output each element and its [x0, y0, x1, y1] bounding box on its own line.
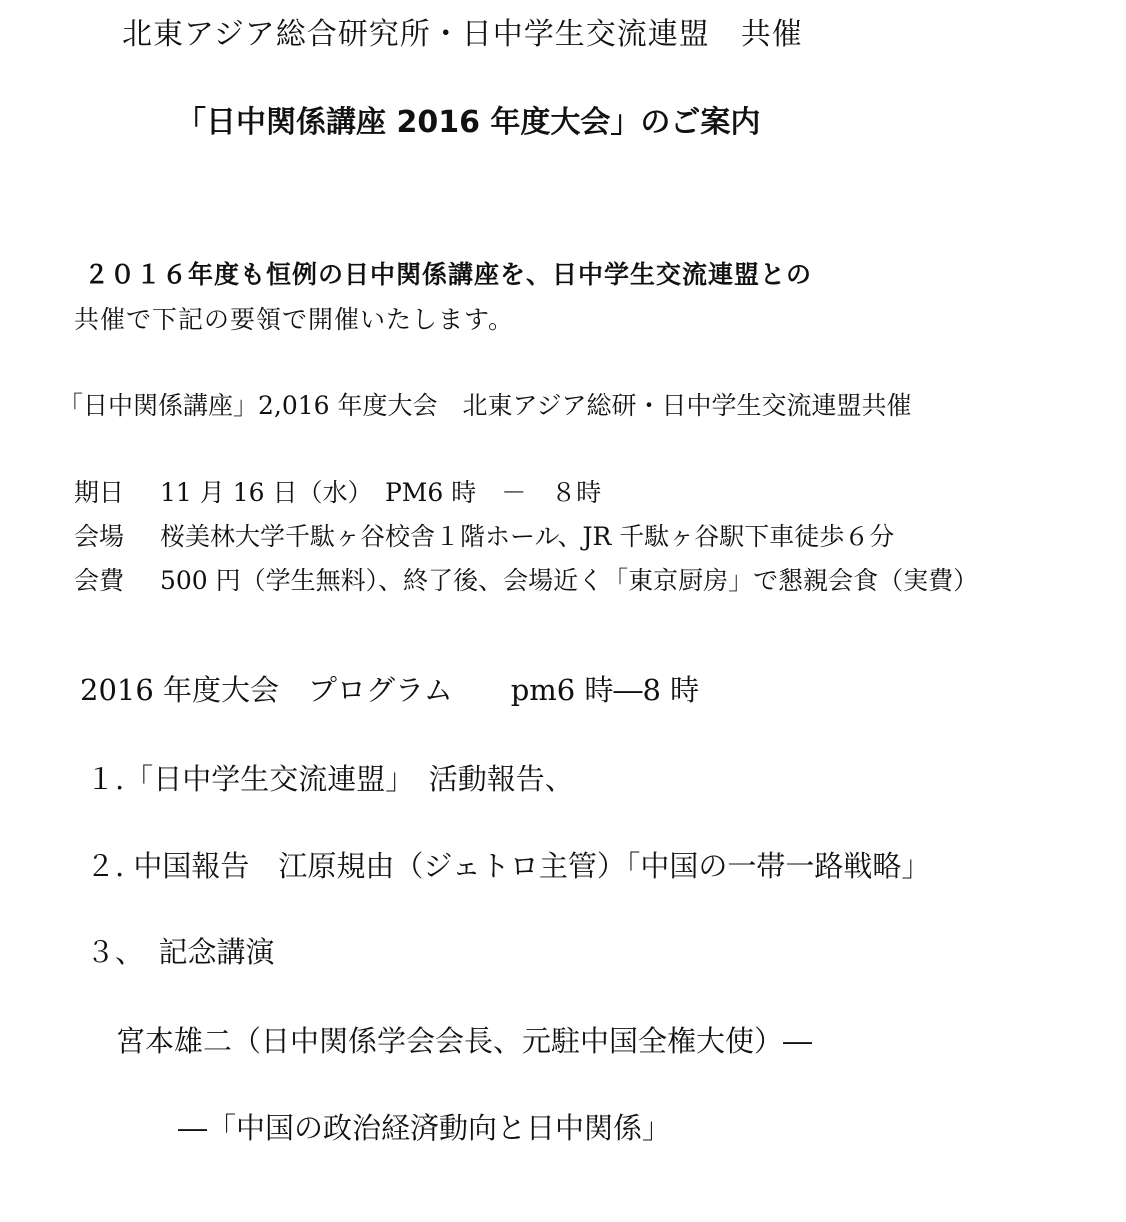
detail-fee-value: 500 円（学生無料）、終了後、会場近く「東京厨房」で懇親会食（実費） — [160, 566, 979, 595]
detail-fee-row — [74, 568, 978, 593]
program-heading: 2016 年度大会 プログラム pm6 時―8 時 — [80, 673, 700, 707]
program-speaker: 宮本雄二（日中関係学会会長、元駐中国全権大使）― — [116, 1024, 813, 1058]
program-lecture-title: ―「中国の政治経済動向と日中関係」 — [178, 1111, 672, 1145]
program-item-3: ３、 記念講演 — [86, 935, 275, 969]
document-title: 「日中関係講座 2016 年度大会」のご案内 — [176, 105, 761, 140]
detail-date-label: 期日 — [74, 478, 125, 507]
program-item-1: １.「日中学生交流連盟」 活動報告、 — [86, 762, 574, 796]
intro-line-2: 共催で下記の要領で開催いたします。 — [74, 305, 515, 334]
program-item-2: ２. 中国報告 江原規由（ジェトロ主管）「中国の一帯一路戦略」 — [86, 849, 931, 883]
detail-date-row — [74, 480, 601, 505]
intro-line-1: ２０１６年度も恒例の日中関係講座を、日中学生交流連盟との — [84, 260, 813, 289]
organizer-header: 北東アジア総合研究所・日中学生交流連盟 共催 — [122, 17, 803, 52]
detail-venue-label: 会場 — [74, 522, 125, 551]
detail-fee-label: 会費 — [74, 566, 125, 595]
detail-venue-row — [74, 524, 894, 549]
detail-venue-value: 桜美林大学千駄ヶ谷校舎１階ホール、JR 千駄ヶ谷駅下車徒歩６分 — [160, 522, 895, 551]
event-summary-line: 「日中関係講座」2,016 年度大会 北東アジア総研・日中学生交流連盟共催 — [58, 391, 912, 420]
detail-date-value: 11 月 16 日（水） PM6 時 － ８時 — [160, 478, 602, 507]
